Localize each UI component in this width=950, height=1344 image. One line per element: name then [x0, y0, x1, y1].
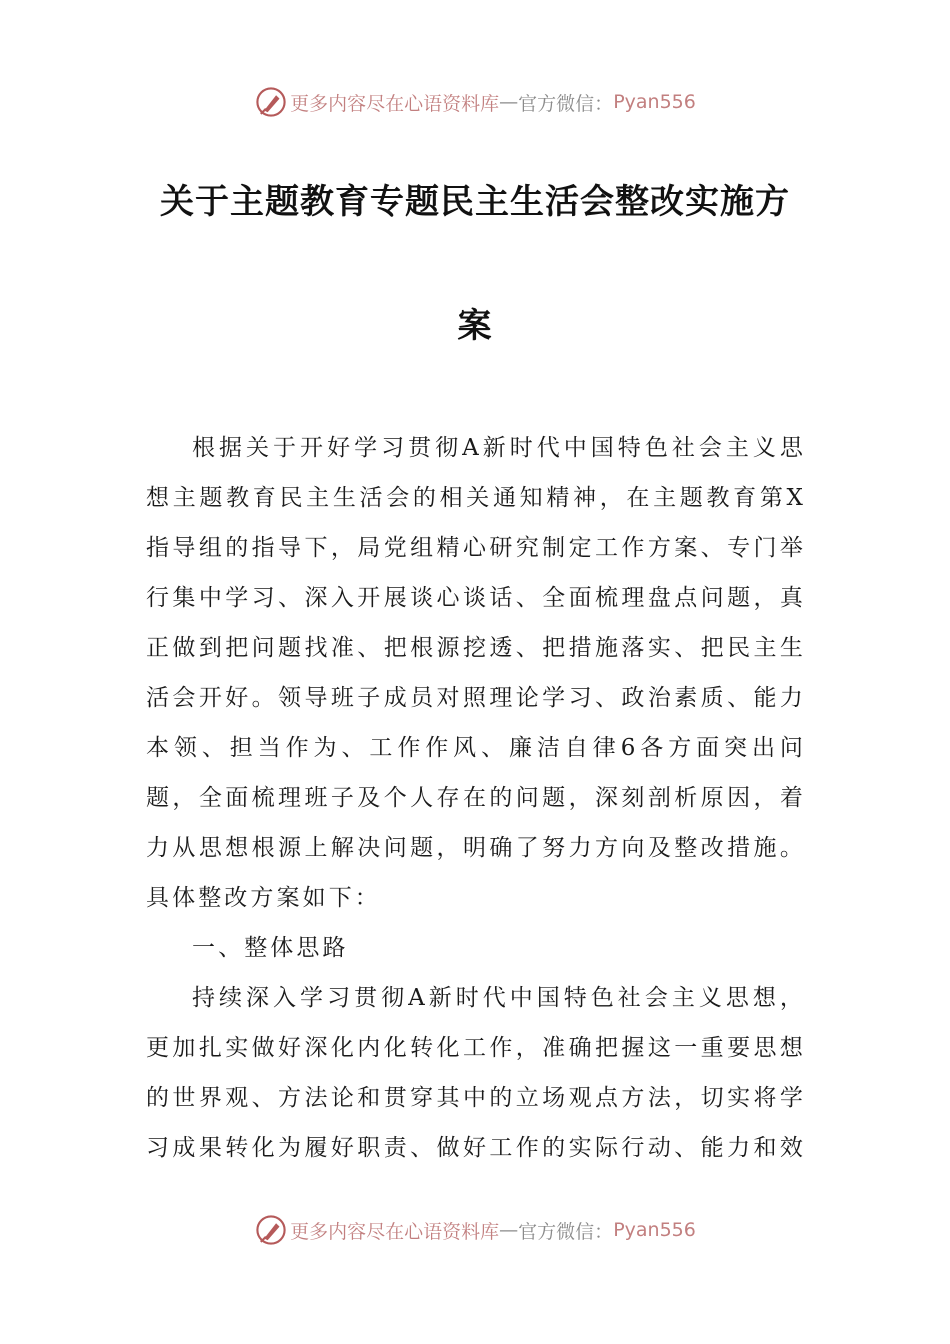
watermark-separator: — [499, 1219, 519, 1241]
section1-paragraph: 持续深入学习贯彻A新时代中国特色社会主义思想，更加扎实做好深化内化转化工作，准确把握这一重要思想的世界观、方法论和贯穿其中的立场观点方法，切实将学习成果转化为履好职责、做好工作的实际行动、能力和效 [146, 985, 806, 1161]
watermark-banner-top [0, 82, 950, 122]
pen-nib-logo-icon [254, 85, 288, 119]
watermark-banner-bottom [0, 1210, 950, 1250]
watermark-wechat-label: 官方微信： [518, 92, 614, 115]
watermark-wechat-id: Pyan556 [613, 1219, 696, 1241]
section1-heading: 一、整体思路 [192, 935, 349, 961]
document-body [146, 423, 806, 1173]
document-title-line1: 关于主题教育专题民主生活会整改实施方 [160, 182, 790, 222]
watermark-text: 更多内容尽在心语资料库 [290, 92, 500, 115]
watermark-separator: — [499, 91, 519, 113]
pen-nib-logo-icon [254, 1213, 288, 1247]
watermark-wechat-id: Pyan556 [613, 91, 696, 113]
intro-paragraph: 根据关于开好学习贯彻A新时代中国特色社会主义思想主题教育民主生活会的相关通知精神，在主题教育第X指导组的指导下，局党组精心研究制定工作方案、专门举行集中学习、深入开展谈心谈话、全面梳理盘点问题，真正做到把问题找准、把根源挖透、把措施落实、把民主生活会开好。领导班子成员对照理论学习、政治素质、能力本领、担当作为、工作作风、廉洁自律6各方面突出问题，全面梳理班子及个人存在的问题，深刻剖析原因，着力从思想根源上解决问题，明确了努力方向及整改措施。具体整改方案如下： [146, 435, 806, 911]
watermark-text: 更多内容尽在心语资料库 [290, 1220, 500, 1243]
watermark-wechat-label: 官方微信： [518, 1220, 614, 1243]
document-title-line2: 案 [457, 306, 493, 346]
